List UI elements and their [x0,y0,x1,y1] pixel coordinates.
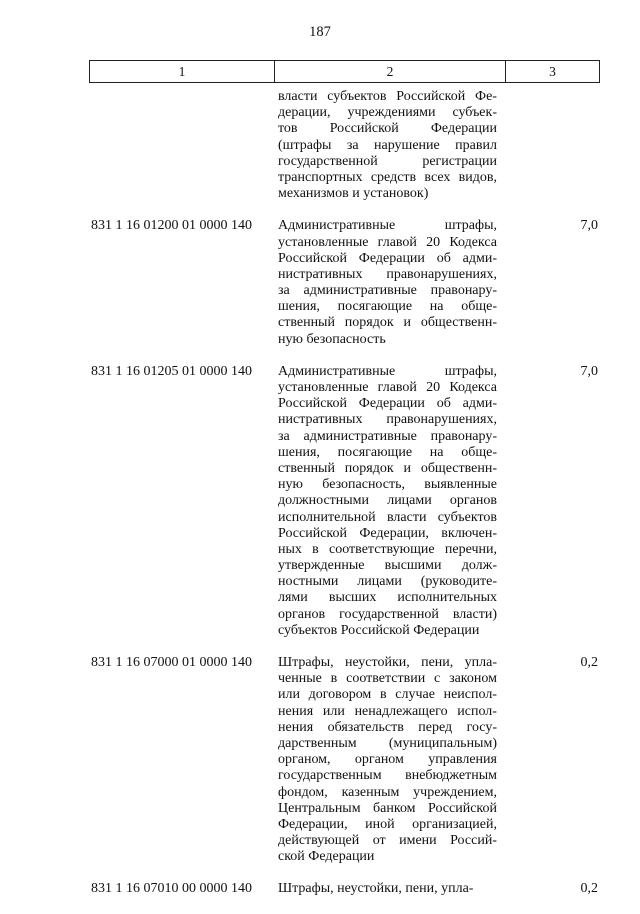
revenue-name-line: действующей от имени Россий- [278,833,497,849]
header-col-3: 3 [549,64,556,79]
revenue-name-line: за административные правонару- [278,283,497,299]
table-row [89,364,600,639]
revenue-name-line: установленные главой 20 Кодекса [278,380,497,395]
revenue-name-line: Штрафы, неустойки, пени, упла- [278,655,497,670]
revenue-name-line: дарственным (муниципальным) [278,735,497,751]
page-number: 187 [309,24,331,40]
header-col-1: 1 [90,61,275,82]
amount-value: 7,0 [580,218,598,234]
revenue-name-line: Центральным банком Российской [278,800,497,816]
revenue-name-line: Административные штрафы, [278,363,497,379]
budget-code: 831 1 16 01200 01 0000 140 [91,218,252,234]
amount-value: 0,2 [580,655,598,670]
revenue-name-line: ственный порядок и общественн- [278,315,497,331]
revenue-name-line: Федерации, иной организацией, [278,816,497,832]
revenue-name [274,655,497,865]
revenue-name-line: утвержденные высшими долж- [278,558,497,574]
revenue-name-line: (штрафы за нарушение правил [278,137,497,153]
revenue-name-line: исполнительной власти субъектов [278,509,497,525]
revenue-name-line: Российской Федерации об адми- [278,250,497,266]
table-row [89,89,600,202]
budget-code: 831 1 16 07010 00 0000 140 [91,881,252,897]
revenue-name-line: или договором в случае неиспол- [278,687,497,703]
revenue-name-line: Административные штрафы, [278,218,497,234]
revenue-name-line: нения или ненадлежащего испол- [278,703,497,719]
revenue-name-line: власти субъектов Российской Фе- [278,89,497,104]
revenue-name-line: ных в соответствующие перечни, [278,541,497,557]
table-row [89,218,600,348]
revenue-name-line: должностными лицами органов [278,493,497,509]
revenue-name-line: за административные правонару- [278,428,497,444]
revenue-name-line: фондом, казенным учреждением, [278,784,497,800]
revenue-name [274,89,497,202]
table-row [89,881,600,897]
revenue-name-line: ственный порядок и общественн- [278,460,497,476]
revenue-name-line: механизмов и установок) [278,186,429,202]
revenue-name-line: транспортных средств всех видов, [278,169,497,185]
revenue-name-line: нистративных правонарушениях, [278,266,497,282]
revenue-name-line: ную безопасность, выявленные [278,477,497,493]
budget-code: 831 1 16 07000 01 0000 140 [91,655,252,670]
revenue-name-line: ской Федерации [278,849,375,865]
revenue-name-line: ченные в соответствии с законом [278,671,497,687]
amount-value: 0,2 [580,881,598,897]
revenue-name [274,364,497,639]
revenue-name-line: нистративных правонарушениях, [278,412,497,428]
revenue-name-line: государственной регистрации [278,153,497,169]
revenue-name-line: органом, органом управления [278,752,497,768]
revenue-name-line: лями высших исполнительных [278,590,497,606]
revenue-name-line: субъектов Российской Федерации [278,622,480,638]
revenue-name-line: тов Российской Федерации [278,121,497,137]
revenue-name-line: Российской Федерации об адми- [278,396,497,412]
revenue-name-line: ную безопасность [278,331,386,347]
revenue-name-line: Штрафы, неустойки, пени, упла- [278,881,474,897]
header-col-2: 2 [275,61,506,82]
revenue-name [274,218,497,348]
revenue-name-line: ностными лицами (руководите- [278,574,497,590]
table-body [89,89,600,914]
revenue-name-line: установленные главой 20 Кодекса [278,234,497,250]
revenue-name-line: государственным внебюджетным [278,768,497,784]
revenue-name-line: нения обязательств перед госу- [278,719,497,735]
table-header [89,60,600,83]
revenue-name-line: дерации, учреждениями субъек- [278,105,497,121]
table-row [89,655,600,865]
revenue-name-line: шения, посягающие на обще- [278,444,497,460]
revenue-name-line: органов государственной власти) [278,606,497,622]
budget-code: 831 1 16 01205 01 0000 140 [91,363,252,379]
revenue-name-line: шения, посягающие на обще- [278,299,497,315]
amount-value: 7,0 [580,363,598,379]
revenue-name-line: Российской Федерации, включен- [278,525,497,541]
revenue-name [274,881,497,897]
